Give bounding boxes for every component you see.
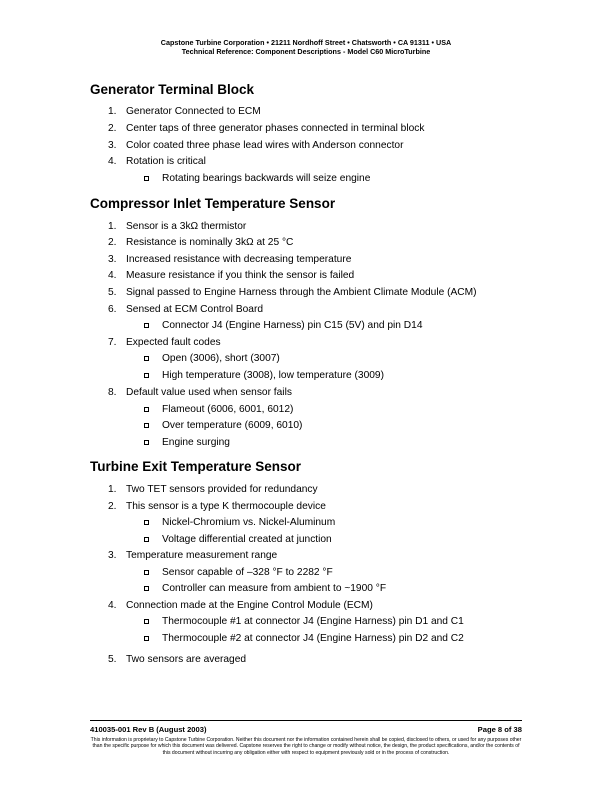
footer-document-id: 410035-001 Rev B (August 2003) xyxy=(90,725,207,734)
item-number: 5. xyxy=(108,654,117,665)
item-number: 1. xyxy=(108,484,117,495)
item-number: 6. xyxy=(108,304,117,315)
square-bullet-icon xyxy=(143,403,153,413)
square-bullet-icon xyxy=(143,419,153,429)
square-bullet-icon xyxy=(143,632,153,642)
sub-item-text: Sensor capable of –328 °F to 2282 °F xyxy=(162,567,333,578)
footer-divider xyxy=(90,720,522,721)
footer-disclaimer: This information is proprietary to Capstone Turbine Corporation. Neither this document nor the information contained herein shall be copied, disclosed to others, or used for any purposes other than the specific purpose for which this document was delivered. Capstone reserves the right to change or modify without notice, the design, the product specifications, and/or the contents of this document without incurring any obligation either with respect to equipment previously sold or in the process of construction. xyxy=(90,737,522,756)
square-bullet-icon xyxy=(143,369,153,379)
sub-item-text: Voltage differential created at junction xyxy=(162,534,332,545)
item-text: Sensor is a 3kΩ thermistor xyxy=(126,221,247,232)
item-number: 2. xyxy=(108,237,117,248)
item-number: 3. xyxy=(108,140,117,151)
footer-page-number: Page 8 of 38 xyxy=(477,725,522,734)
item-text: Center taps of three generator phases connected in terminal block xyxy=(126,123,425,134)
item-text: Signal passed to Engine Harness through the Ambient Climate Module (ACM) xyxy=(126,287,477,298)
item-number: 2. xyxy=(108,501,117,512)
sub-item-text: Engine surging xyxy=(162,437,230,448)
item-text: Expected fault codes xyxy=(126,337,221,348)
sub-item-text: Flameout (6006, 6001, 6012) xyxy=(162,404,294,415)
item-text: Default value used when sensor fails xyxy=(126,387,292,398)
sub-item-text: Rotating bearings backwards will seize engine xyxy=(162,173,371,184)
sub-item-text: Thermocouple #2 at connector J4 (Engine Harness) pin D2 and C2 xyxy=(162,633,464,644)
sub-item-text: High temperature (3008), low temperature (3009) xyxy=(162,370,384,381)
sub-item-text: Controller can measure from ambient to ~1900 °F xyxy=(162,583,387,594)
header-company-line: Capstone Turbine Corporation • 21211 Nordhoff Street • Chatsworth • CA 91311 • USA xyxy=(160,38,452,47)
item-text: Color coated three phase lead wires with Anderson connector xyxy=(126,140,404,151)
square-bullet-icon xyxy=(143,172,153,182)
item-number: 3. xyxy=(108,550,117,561)
item-text: Sensed at ECM Control Board xyxy=(126,304,264,315)
item-text: Two TET sensors provided for redundancy xyxy=(126,484,318,495)
item-number: 1. xyxy=(108,221,117,232)
item-number: 1. xyxy=(108,106,117,117)
item-number: 4. xyxy=(108,600,117,611)
item-text: Resistance is nominally 3kΩ at 25 °C xyxy=(126,237,294,248)
square-bullet-icon xyxy=(143,516,153,526)
page-header xyxy=(0,38,612,56)
item-text: Increased resistance with decreasing temperature xyxy=(126,254,352,265)
item-number: 7. xyxy=(108,337,117,348)
square-bullet-icon xyxy=(143,566,153,576)
item-text: Two sensors are averaged xyxy=(126,654,247,665)
item-number: 8. xyxy=(108,387,117,398)
item-text: Connection made at the Engine Control Module (ECM) xyxy=(126,600,373,611)
item-text: Measure resistance if you think the sensor is failed xyxy=(126,270,355,281)
square-bullet-icon xyxy=(143,319,153,329)
item-text: Temperature measurement range xyxy=(126,550,278,561)
item-number: 5. xyxy=(108,287,117,298)
item-number: 4. xyxy=(108,270,117,281)
item-number: 3. xyxy=(108,254,117,265)
item-number: 2. xyxy=(108,123,117,134)
section-title-generator-terminal-block: Generator Terminal Block xyxy=(90,82,255,97)
item-text: This sensor is a type K thermocouple device xyxy=(126,501,326,512)
sub-item-text: Connector J4 (Engine Harness) pin C15 (5V) and pin D14 xyxy=(162,320,423,331)
square-bullet-icon xyxy=(143,352,153,362)
section-title-turbine-exit-temperature-sensor: Turbine Exit Temperature Sensor xyxy=(90,459,302,474)
square-bullet-icon xyxy=(143,533,153,543)
square-bullet-icon xyxy=(143,436,153,446)
sub-item-text: Over temperature (6009, 6010) xyxy=(162,420,303,431)
item-text: Generator Connected to ECM xyxy=(126,106,261,117)
square-bullet-icon xyxy=(143,615,153,625)
item-text: Rotation is critical xyxy=(126,156,206,167)
item-number: 4. xyxy=(108,156,117,167)
header-reference-line: Technical Reference: Component Descriptions - Model C60 MicroTurbine xyxy=(181,47,431,56)
sub-item-text: Open (3006), short (3007) xyxy=(162,353,280,364)
sub-item-text: Nickel-Chromium vs. Nickel-Aluminum xyxy=(162,517,336,528)
sub-item-text: Thermocouple #1 at connector J4 (Engine Harness) pin D1 and C1 xyxy=(162,616,464,627)
section-title-compressor-inlet-temperature-sensor: Compressor Inlet Temperature Sensor xyxy=(90,196,336,211)
square-bullet-icon xyxy=(143,582,153,592)
